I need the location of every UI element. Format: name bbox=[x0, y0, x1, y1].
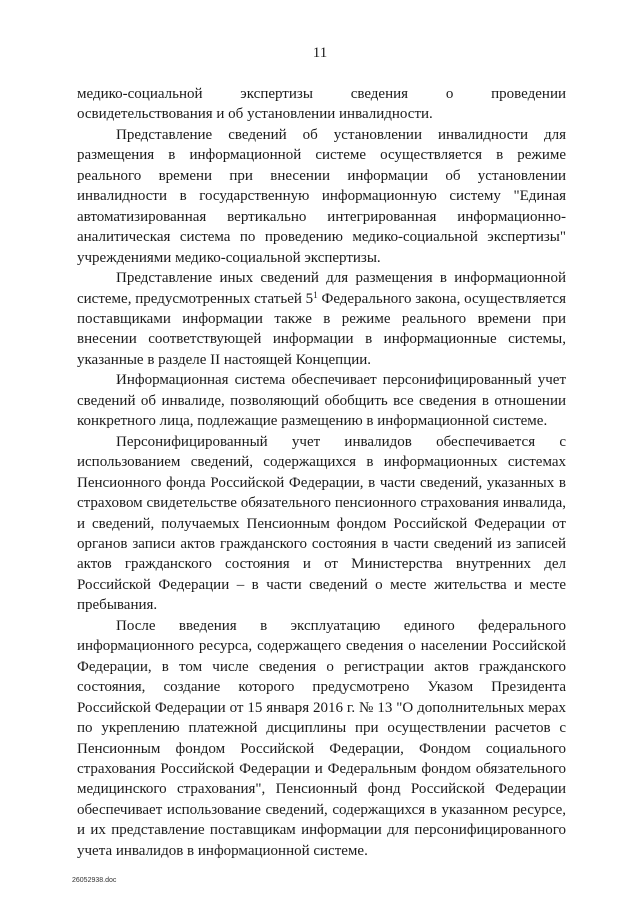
paragraph-disability-data-submission: Представление сведений об установлении инвалидности для размещения в информационной системе осуществляется в режиме реального времени при внесении информации об установлении инвалидности в государственную информационную систему "Единая автоматизированная вертикально интегрированная информационно-аналитическая система по проведению медико-социальной экспертизы" учреждениями медико-социальной экспертизы. bbox=[77, 126, 566, 266]
page-number: 11 bbox=[312, 45, 328, 61]
paragraph-other-data-submission bbox=[77, 268, 566, 370]
paragraph-personified-accounting: Информационная система обеспечивает персонифицированный учет сведений об инвалиде, позволяющий обобщить все сведения в отношении конкретного лица, подлежащие размещению в информационной системе. bbox=[77, 372, 566, 430]
document-body bbox=[77, 84, 566, 861]
paragraph-continuation: медико-социальной экспертизы сведения о проведении освидетельствования и об установлении инвалидности. bbox=[77, 86, 566, 123]
document-file-code: 26052938.doc bbox=[72, 877, 117, 884]
paragraph-accounting-sources: Персонифицированный учет инвалидов обеспечивается с использованием сведений, содержащихся в информационных системах Пенсионного фонда Российской Федерации, в части сведений, указанных в страховом свидетельстве обязательного пенсионного страхования инвалида, и сведений, получаемых Пенсионным фондом Российской Федерации от органов записи актов гражданского состояния в части сведений из записей актов гражданского состояния и от Министерства внутренних дел Российской Федерации – в части сведений о месте жительства и месте пребывания. bbox=[77, 433, 566, 614]
paragraph-text: Федерального закона, осуществляется поставщиками информации также в режиме реального времени при внесении соответствующей информации в информационные системы, указанные в разделе II настоящей Концепции. bbox=[77, 290, 566, 368]
article-superscript: 1 bbox=[313, 289, 318, 300]
paragraph-federal-resource: После введения в эксплуатацию единого федерального информационного ресурса, содержащего сведения о населении Российской Федерации, в том числе сведения о регистрации актов гражданского состояния, создание которого предусмотрено Указом Президента Российской Федерации от 15 января 2016 г. № 13 "О дополнительных мерах по укреплению платежной дисциплины при осуществлении расчетов с Пенсионным фондом Российской Федерации, Фондом социального страхования Российской Федерации и Федеральным фондом обязательного медицинского страхования", Пенсионный фонд Российской Федерации обеспечивает использование сведений, содержащихся в указанном ресурсе, и их представление поставщикам информации для персонифицированного учета инвалидов в информационной системе. bbox=[77, 617, 566, 859]
paragraph-text: Представление иных сведений для размещения в информационной системе, предусмотренных статьей 5 bbox=[77, 270, 566, 307]
